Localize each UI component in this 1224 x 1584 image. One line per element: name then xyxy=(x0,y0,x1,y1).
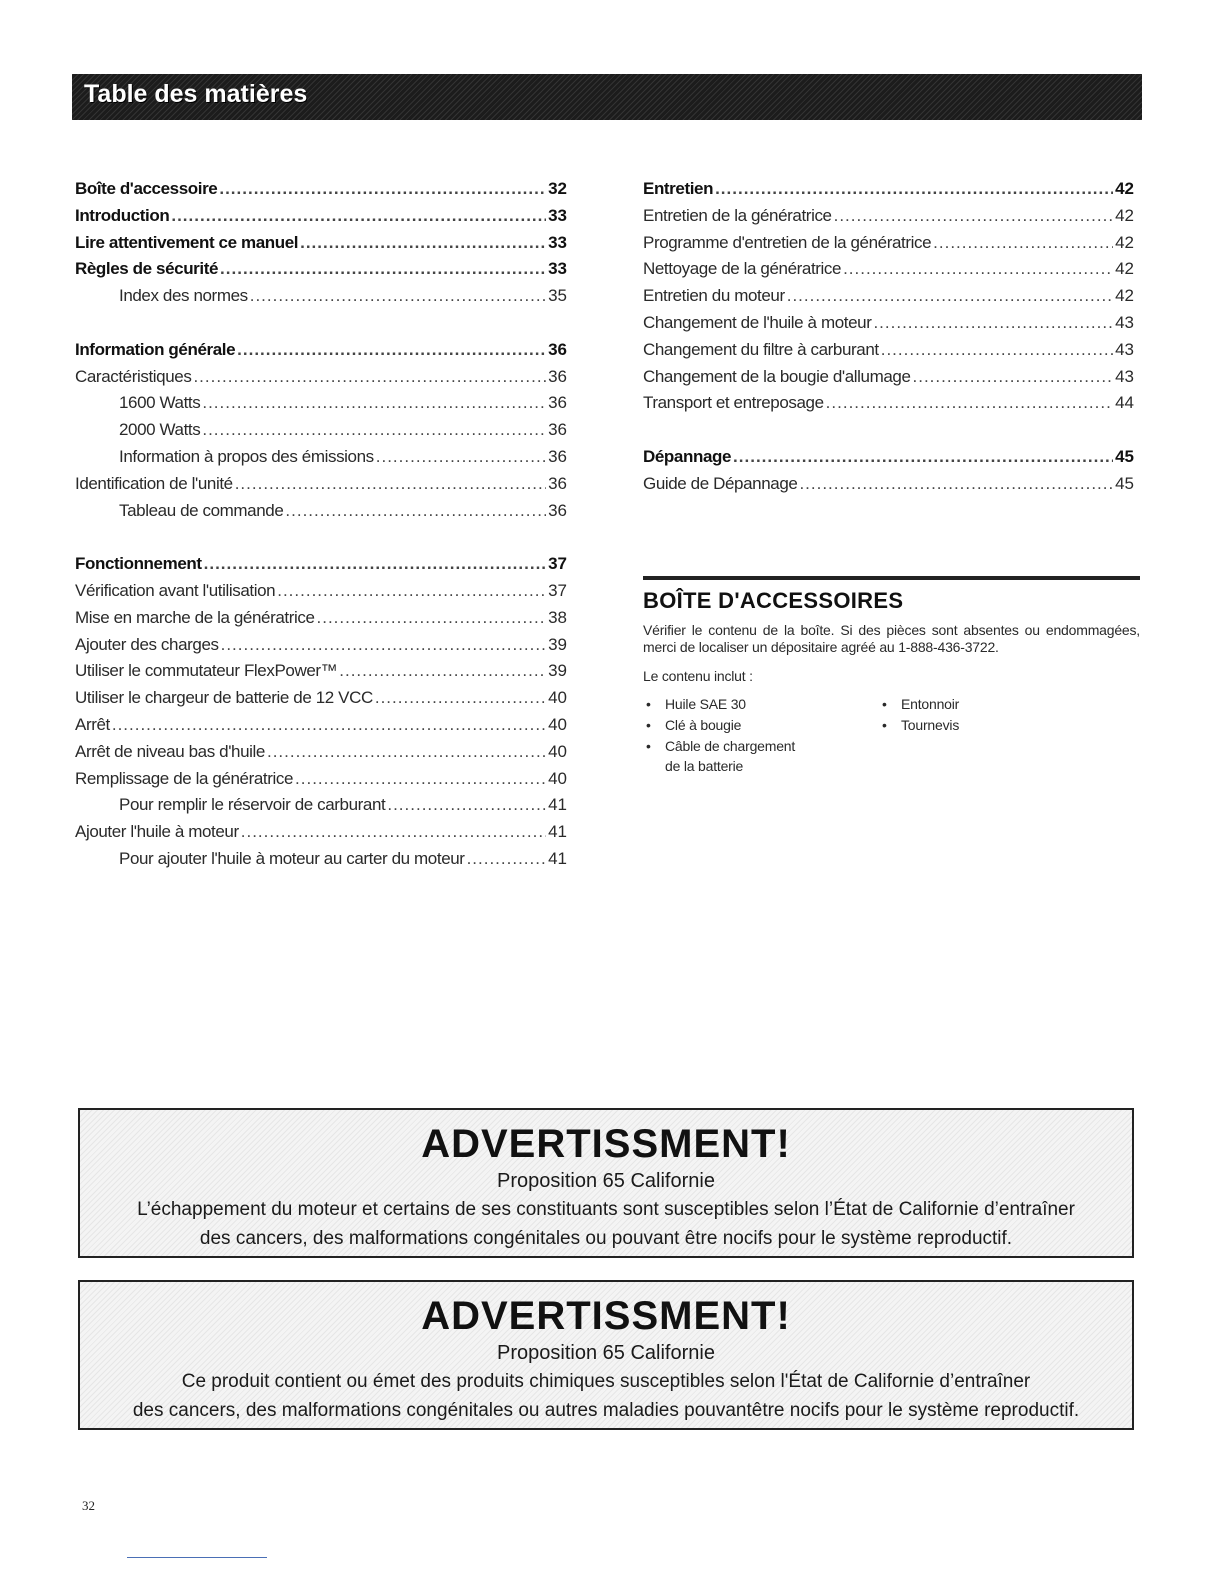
toc-entry xyxy=(643,471,1134,498)
toc-entry xyxy=(75,739,567,766)
toc-entry-page: 42 xyxy=(1115,259,1134,279)
toc-entry-page: 36 xyxy=(548,420,567,440)
bullet-icon: • xyxy=(646,738,651,754)
toc-entry-page: 38 xyxy=(548,607,567,627)
toc-entry xyxy=(643,364,1134,391)
toc-leader-dots xyxy=(733,444,1113,471)
toc-entry xyxy=(75,685,567,712)
toc-entry-label: Vérification avant l'utilisation xyxy=(75,580,276,600)
toc-entry xyxy=(75,792,567,819)
toc-entry-page: 41 xyxy=(548,822,567,842)
toc-entry-page: 43 xyxy=(1115,366,1134,386)
toc-entry xyxy=(75,417,567,444)
bullet-icon: • xyxy=(882,696,887,712)
toc-entry-label: Introduction xyxy=(75,205,170,225)
toc-leader-dots xyxy=(715,176,1113,203)
toc-entry xyxy=(75,364,567,391)
toc-leader-dots xyxy=(220,256,546,283)
toc-entry-label: Ajouter l'huile à moteur xyxy=(75,822,239,842)
toc-entry-label: Entretien du moteur xyxy=(643,286,785,306)
toc-entry xyxy=(75,658,567,685)
toc-entry xyxy=(75,819,567,846)
warning-subtitle: Proposition 65 Californie xyxy=(497,1170,715,1192)
toc-entry xyxy=(643,283,1134,310)
accessories-rule xyxy=(643,576,1140,580)
list-item: • Huile SAE 30 xyxy=(643,694,879,715)
toc-leader-dots xyxy=(376,444,546,471)
toc-leader-dots xyxy=(913,364,1114,391)
toc-leader-dots xyxy=(300,230,546,257)
toc-leader-dots xyxy=(799,471,1113,498)
toc-leader-dots xyxy=(221,632,546,659)
accessories-list-a xyxy=(643,694,879,776)
toc-entry xyxy=(75,766,567,793)
accessories-list-b xyxy=(879,694,1115,776)
toc-entry xyxy=(75,498,567,525)
toc-entry-page: 37 xyxy=(548,554,567,574)
list-item: • Entonnoir xyxy=(879,694,1115,715)
toc-entry-label: Transport et entreposage xyxy=(643,393,824,413)
toc-entry-label: Caractéristiques xyxy=(75,366,192,386)
toc-entry-label: Ajouter des charges xyxy=(75,634,219,654)
toc-leader-dots xyxy=(826,390,1113,417)
toc-leader-dots xyxy=(787,283,1113,310)
toc-entry xyxy=(75,471,567,498)
toc-entry xyxy=(75,337,567,364)
toc-entry-page: 33 xyxy=(548,259,567,279)
toc-entry-label: Mise en marche de la génératrice xyxy=(75,607,315,627)
warning-line-2: des cancers, des malformations congénitales ou autres maladies pouvantêtre nocifs pour le système reproductif. xyxy=(132,1400,1080,1421)
toc-leader-dots xyxy=(933,230,1113,257)
toc-entry xyxy=(643,390,1134,417)
page-title: Table des matières xyxy=(84,80,308,108)
toc-entry-label: Utiliser le commutateur FlexPower™ xyxy=(75,661,338,681)
accessories-heading: BOÎTE D'ACCESSOIRES xyxy=(643,588,904,613)
bullet-icon: • xyxy=(882,717,887,733)
toc-entry-page: 45 xyxy=(1115,473,1134,493)
toc-entry xyxy=(75,176,567,203)
toc-entry xyxy=(643,176,1134,203)
toc-entry-label: Pour remplir le réservoir de carburant xyxy=(119,795,386,815)
toc-entry-page: 39 xyxy=(548,634,567,654)
toc-right-column xyxy=(643,176,1134,498)
toc-entry-page: 39 xyxy=(548,661,567,681)
section-title-bar xyxy=(72,74,1142,120)
toc-entry-label: Boîte d'accessoire xyxy=(75,179,218,198)
toc-entry xyxy=(643,310,1134,337)
toc-leader-dots xyxy=(375,685,546,712)
toc-entry-label: Changement du filtre à carburant xyxy=(643,339,879,359)
toc-entry-label: Changement de l'huile à moteur xyxy=(643,312,872,332)
toc-leader-dots xyxy=(873,310,1113,337)
list-item: • Clé à bougie xyxy=(643,715,879,736)
toc-leader-dots xyxy=(235,471,546,498)
toc-entry-label: 1600 Watts xyxy=(119,393,201,413)
toc-leader-dots xyxy=(204,551,546,578)
toc-entry xyxy=(75,605,567,632)
toc-entry-page: 42 xyxy=(1115,179,1134,198)
warning-line-1: L’échappement du moteur et certains de ses constituants sont susceptibles selon l’État de Californie d’entraîner xyxy=(137,1199,1075,1220)
warning-subtitle: Proposition 65 Californie xyxy=(497,1342,715,1364)
warning-line-2: des cancers, des malformations congénitales ou pouvant être nocifs pour le système reproductif. xyxy=(199,1228,1013,1249)
accessories-text: Vérifier le contenu de la boîte. Si des pièces sont absentes ou endommagées, merci de localiser un dépositaire agréé au 1-888-436-3722. xyxy=(643,622,1140,655)
toc-entry-page: 40 xyxy=(548,741,567,761)
toc-entry xyxy=(75,712,567,739)
warning-box-2 xyxy=(78,1280,1134,1430)
toc-entry-page: 32 xyxy=(548,179,567,198)
toc-entry-label: Programme d'entretien de la génératrice xyxy=(643,232,932,252)
toc-leader-dots xyxy=(339,658,546,685)
toc-leader-dots xyxy=(237,337,546,364)
warning-title: ADVERTISSMENT! xyxy=(421,1294,791,1338)
toc-leader-dots xyxy=(219,176,546,203)
toc-leader-dots xyxy=(193,364,546,391)
toc-leader-dots xyxy=(171,203,546,230)
toc-leader-dots xyxy=(317,605,547,632)
toc-entry-label: Entretien xyxy=(643,179,714,198)
accessories-section xyxy=(643,576,1140,776)
toc-entry-label: Utiliser le chargeur de batterie de 12 VCC xyxy=(75,688,373,708)
toc-entry xyxy=(75,230,567,257)
toc-entry-page: 36 xyxy=(548,393,567,413)
toc-entry xyxy=(75,283,567,310)
toc-entry-label: Pour ajouter l'huile à moteur au carter du moteur xyxy=(119,848,465,868)
toc-leader-dots xyxy=(277,578,546,605)
accessories-intro: Le contenu inclut : xyxy=(643,668,753,684)
toc-leader-dots xyxy=(202,390,546,417)
toc-entry-page: 37 xyxy=(548,580,567,600)
toc-entry-label: Règles de sécurité xyxy=(75,259,219,279)
toc-entry xyxy=(75,578,567,605)
toc-entry-page: 45 xyxy=(1115,446,1134,466)
warning-box-1 xyxy=(78,1108,1134,1258)
toc-leader-dots xyxy=(295,766,546,793)
toc-entry-page: 36 xyxy=(548,500,567,520)
page-number: 32 xyxy=(82,1498,95,1513)
toc-entry-page: 42 xyxy=(1115,286,1134,306)
bullet-icon: • xyxy=(646,696,651,712)
toc-entry-page: 40 xyxy=(548,714,567,734)
toc-entry-page: 44 xyxy=(1115,393,1134,413)
toc-entry-page: 41 xyxy=(548,795,567,815)
toc-leader-dots xyxy=(250,283,546,310)
toc-entry-page: 36 xyxy=(548,446,567,466)
toc-entry-page: 35 xyxy=(548,286,567,306)
toc-leader-dots xyxy=(241,819,546,846)
toc-entry-page: 36 xyxy=(548,339,567,359)
toc-entry-label: Arrêt de niveau bas d'huile xyxy=(75,741,265,761)
toc-leader-dots xyxy=(112,712,546,739)
toc-entry-label: Identification de l'unité xyxy=(75,473,233,493)
toc-leader-dots xyxy=(843,256,1113,283)
warning-title: ADVERTISSMENT! xyxy=(421,1122,791,1166)
toc-entry-label: Tableau de commande xyxy=(119,500,284,520)
accessories-lists xyxy=(643,694,1140,776)
toc-leader-dots xyxy=(387,792,546,819)
toc-entry-label: Information à propos des émissions xyxy=(119,446,374,466)
toc-entry-label: Lire attentivement ce manuel xyxy=(75,232,299,252)
toc-entry-label: Index des normes xyxy=(119,286,248,306)
toc-leader-dots xyxy=(834,203,1113,230)
toc-left-column xyxy=(75,176,567,873)
toc-entry xyxy=(643,337,1134,364)
toc-leader-dots xyxy=(267,739,546,766)
toc-entry-page: 36 xyxy=(548,366,567,386)
toc-entry-page: 43 xyxy=(1115,339,1134,359)
toc-entry xyxy=(643,203,1134,230)
toc-entry-page: 40 xyxy=(548,768,567,788)
toc-leader-dots xyxy=(881,337,1113,364)
toc-entry-label: Guide de Dépannage xyxy=(643,473,798,493)
toc-leader-dots xyxy=(202,417,546,444)
toc-entry-label: Nettoyage de la génératrice xyxy=(643,259,842,279)
toc-entry-label: Entretien de la génératrice xyxy=(643,205,832,225)
toc-entry xyxy=(75,632,567,659)
toc-entry-label: 2000 Watts xyxy=(119,420,201,440)
toc-entry-page: 42 xyxy=(1115,205,1134,225)
toc-entry xyxy=(75,256,567,283)
toc-entry-page: 40 xyxy=(548,688,567,708)
list-item: • Câble de chargement de la batterie xyxy=(646,738,796,774)
toc-entry xyxy=(75,203,567,230)
toc-entry xyxy=(75,551,567,578)
bullet-icon: • xyxy=(646,717,651,733)
list-item: • Tournevis xyxy=(879,715,1115,736)
toc-entry xyxy=(75,846,567,873)
toc-entry xyxy=(75,390,567,417)
toc-entry-page: 43 xyxy=(1115,312,1134,332)
toc-entry-page: 42 xyxy=(1115,232,1134,252)
toc-entry-label: Fonctionnement xyxy=(75,554,202,574)
toc-entry-page: 36 xyxy=(548,473,567,493)
toc-entry-page: 41 xyxy=(548,848,567,868)
toc-entry xyxy=(643,256,1134,283)
toc-entry xyxy=(643,230,1134,257)
warning-line-1: Ce produit contient ou émet des produits chimiques susceptibles selon l'État de Californie d’entraîner xyxy=(181,1371,1031,1392)
toc-entry-label: Dépannage xyxy=(643,446,732,466)
toc-leader-dots xyxy=(285,498,546,525)
toc-entry xyxy=(643,444,1134,471)
toc-entry xyxy=(75,444,567,471)
toc-entry-page: 33 xyxy=(548,232,567,252)
toc-entry-label: Information générale xyxy=(75,339,236,359)
footer-line xyxy=(127,1557,267,1558)
toc-entry-label: Arrêt xyxy=(75,714,110,734)
toc-entry-page: 33 xyxy=(548,205,567,225)
toc-entry-label: Changement de la bougie d'allumage xyxy=(643,366,911,386)
toc-entry-label: Remplissage de la génératrice xyxy=(75,768,294,788)
toc-leader-dots xyxy=(467,846,547,873)
